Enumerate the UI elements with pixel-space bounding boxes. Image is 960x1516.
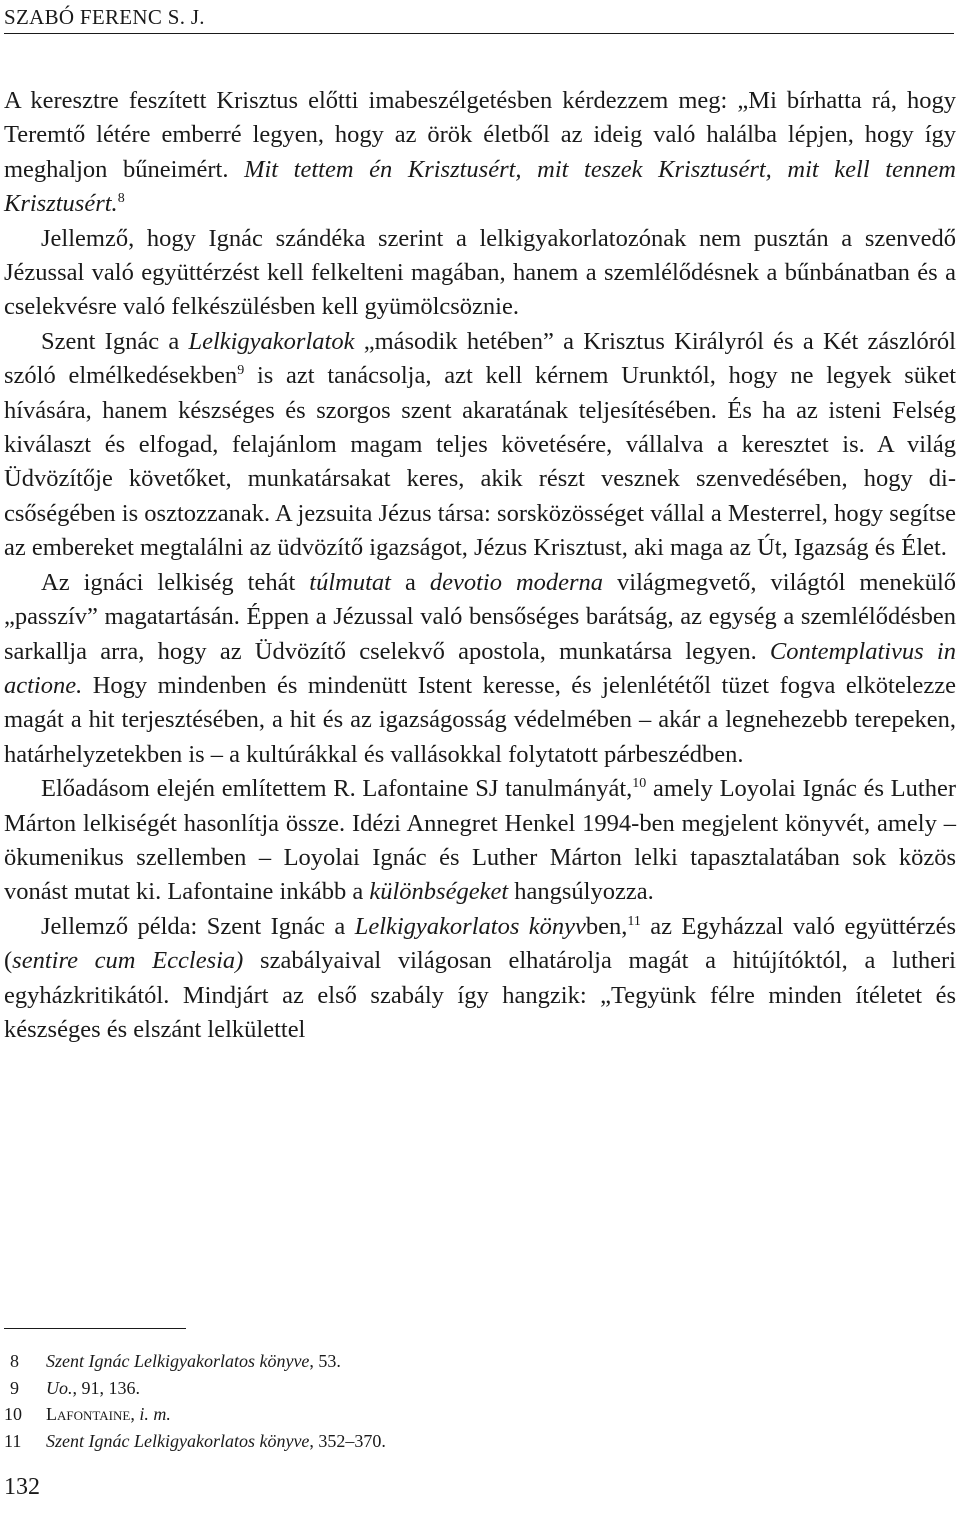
footnote-number: 10 [4,1404,22,1424]
footnote-rest: , 91, 136. [72,1377,140,1398]
paragraph-3-text-c: is azt tanácsolja, azt kell kérnem Urunktól, hogy ne legyek süket hívására, hanem készséges és szorgos szent akaratának teljesítésében. És ha az isteni Felség kiválaszt és elfogad, felajánlom magam teljes követésére, vállalva a keresztet is. A világ Üdvözítője követőket, munkatársakat keres, akik részt vesznek szenvedésében, hogy dicsőségében is osztozzanak. A jezsuita Jézus társa: sorsközösséget vállal a Mesterrel, hogy segítse az embereket megtalálni az üdvözítő igazságot, Jézus Krisztust, aki maga az Út, Igazság és Élet. [4,362,957,562]
footnote-ref-8: 8 [117,191,125,207]
page-number: 132 [4,1474,40,1500]
footnote-author: Lafontaine [46,1404,131,1424]
footnote-11 [4,1428,904,1455]
footnote-number: 11 [4,1430,22,1451]
running-title: SZABÓ FERENC S. J. [4,5,205,29]
body-text [4,84,956,1047]
paragraph-5-text-c: hangsúlyozza. [508,878,654,906]
footnote-ref-11: 11 [627,913,641,929]
paragraph-2-text: Jellemző, hogy Ignác szándéka szerint a lelkigyakorlatozónak nem pusztán a szenvedő Jézussal való együttérzést kell felkelteni magában, hanem a szemlélődésnek a bűnbánatban és a cselekvésre való felkészülésben kell gyümölcsöznie. [4,224,956,321]
paragraph-5 [4,772,956,910]
footnote-italic: i. m. [139,1404,171,1424]
footnote-ref-10: 10 [632,776,647,792]
paragraph-1-italic: Mit tettem én Krisztusért, mit teszek Krisztusért, mit kell tennem Krisztusért. [4,155,956,218]
footnote-number: 8 [10,1351,19,1371]
footnote-10 [4,1401,904,1428]
paragraph-4 [4,566,956,772]
running-header [4,2,954,34]
paragraph-4-italic-b: devotio moderna [429,568,604,596]
footnote-text [46,1348,341,1375]
footnote-ref-9: 9 [237,363,245,379]
paragraph-1 [4,84,956,222]
footnote-rest: , 53. [309,1351,341,1371]
footnote-text [46,1401,171,1428]
footnote-italic: Szent Ignác Lelkigyakorlatos könyve [46,1351,310,1371]
footnote-divider [4,1328,186,1329]
paragraph-5-text-a: Előadásom elején említettem R. Lafontaine SJ tanulmányát, [41,775,633,803]
paragraph-5-text-b: amely Loyolai Ignác és Luther Márton lelkiségét hasonlítja össze. Idézi Annegret Henkel 1994-ben megjelent könyvét, amely – ökumenikus szellemben – Loyolai Ignác és Luther Márton lelki tapasztalatában sok közös vonást mutat ki. Lafontaine inkább a [4,775,956,906]
footnote-8 [4,1348,904,1375]
paragraph-4-italic-a: túlmutat [309,568,391,596]
paragraph-3 [4,325,956,566]
paragraph-5-italic: különbségeket [369,878,509,906]
paragraph-3-text-b: „második hetében” a Krisztus Királyról és a Két zászlóról szóló elmélkedésekben [4,327,956,390]
paragraph-6-text-c: az Egyházzal való együttérzés ( [4,912,956,975]
paragraph-6-italic-a: Lelkigyakorlatos könyv [354,912,586,940]
paragraph-4-text-a: Az ignáci lelkiség tehát [41,568,310,596]
paragraph-6-text-b: ben, [585,912,628,940]
footnote-separator: , [130,1404,140,1424]
footnote-9 [4,1375,904,1402]
paragraph-1-text: A keresztre feszített Krisztus előtti imabeszélgetésben kérdezzem meg: „Mi bírhatta rá, hogy Teremtő létére emberré legyen, hogy az örök életből az ideig való halálba lépjen, hogy így meghaljon bűneimért. [4,87,956,183]
paragraph-4-text-b: a [390,568,430,596]
paragraph-2 [4,222,956,325]
paragraph-3-text-a: Szent Ignác a [41,327,189,355]
footnote-text [46,1428,386,1455]
footnotes [4,1348,904,1454]
paragraph-6 [4,910,956,1048]
paragraph-6-text-d: szabályaival világosan elhatárolja magát a hitújítóktól, a lutheri egyházkritikától. Mindjárt az első szabály így hangzik: „Tegyünk félre minden ítéletet és készséges és elszánt lelkülettel [4,947,956,1043]
paragraph-3-italic: Lelkigyakorlatok [188,327,355,355]
footnote-rest: , 352–370. [309,1430,386,1451]
footnote-italic: Szent Ignác Lelkigyakorlatos könyve [46,1430,310,1451]
paragraph-4-text-d: Hogy mindenben és mindenütt Istent keresse, és jelenlététől tüzet fogva elkötelezze magát a hit terjesztésében, a hit és az igazságosság védelmében – akár a legnehezebb terepeken, határhelyzetekben is – a kultúrákkal és vallásokkal folytatott párbeszédben. [4,671,956,768]
paragraph-4-text-c: világmegvető, világtól menekülő „passzív” magatartásán. Éppen a Jézussal való bensőséges barátság, az egység a szemlélődésben sarkallja arra, hogy az Üdvözítő cselekvő apostola, munkatársa legyen. [4,568,956,665]
footnote-italic: Uo. [46,1377,73,1398]
paragraph-6-italic-b: sentire cum Ecclesia) [12,947,244,975]
paragraph-4-italic-c: Contemplativus in actione. [4,637,956,699]
footnote-text [46,1375,140,1402]
footnote-number: 9 [10,1377,19,1398]
paragraph-6-text-a: Jellemző példa: Szent Ignác a [41,912,355,940]
